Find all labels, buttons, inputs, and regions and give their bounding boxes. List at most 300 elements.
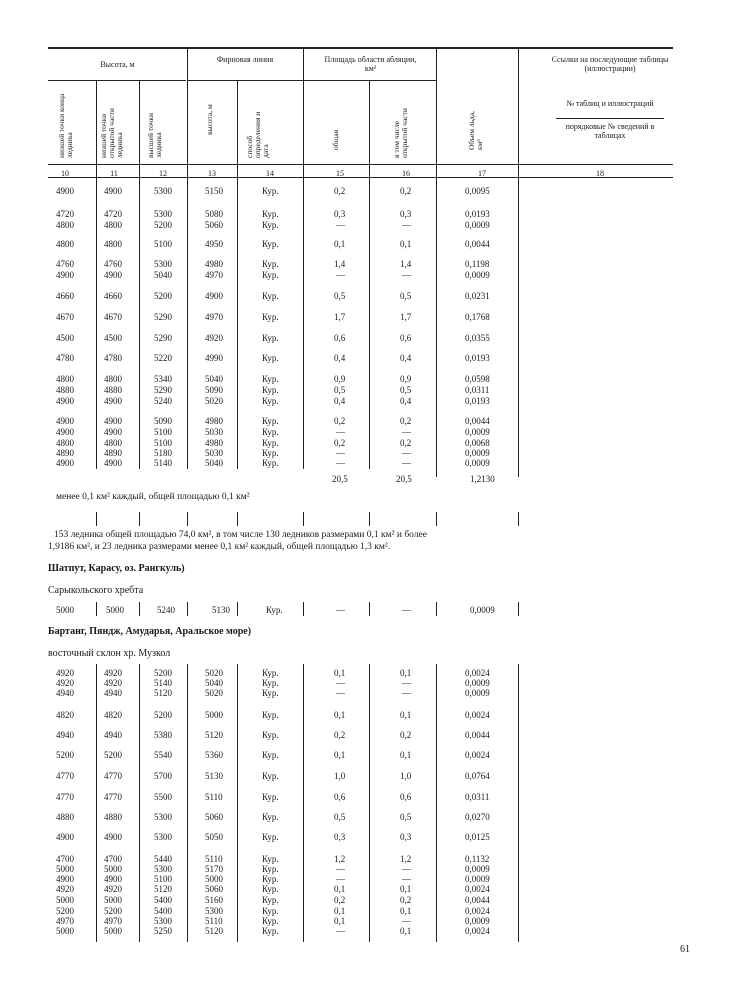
- table-cell: 0,0009: [465, 427, 490, 437]
- table-cell: 4880: [56, 812, 74, 822]
- table-cell: 0,1: [400, 750, 412, 760]
- table-cell: 0,0024: [465, 884, 490, 894]
- table-cell: 4970: [56, 916, 74, 926]
- table-cell: 0,0044: [465, 239, 490, 249]
- table-cell: Кур.: [262, 312, 279, 322]
- body-divider: [518, 177, 519, 477]
- table-cell: 5000: [104, 864, 122, 874]
- table-cell: Кур.: [262, 678, 279, 688]
- body-divider: [237, 664, 238, 942]
- header-col10: низшей точки конца ледника: [57, 93, 74, 158]
- table-cell: 4980: [205, 438, 223, 448]
- header-refs-order: порядковые № сведений в таблицах: [565, 122, 655, 140]
- table-cell: 0,0009: [465, 448, 490, 458]
- table-cell: 4770: [104, 792, 122, 802]
- table-cell: 0,1: [400, 926, 412, 936]
- tick: [96, 602, 97, 616]
- table-cell: 4900: [104, 832, 122, 842]
- table-cell: 5500: [154, 792, 172, 802]
- table-cell: 0,0009: [465, 864, 490, 874]
- table-cell: 0,0270: [465, 812, 490, 822]
- table-cell: —: [402, 220, 411, 230]
- table-cell: 5090: [205, 385, 223, 395]
- table-cell: 0,5: [400, 291, 412, 301]
- table-cell: 4970: [205, 270, 223, 280]
- table-cell: 1,4: [400, 259, 412, 269]
- table-cell: 0,0009: [465, 688, 490, 698]
- table-cell: 5140: [154, 678, 172, 688]
- body-divider: [96, 664, 97, 942]
- table-cell: 5220: [154, 353, 172, 363]
- table-cell: 4920: [104, 668, 122, 678]
- table-cell: 4900: [56, 416, 74, 426]
- table-cell: 0,2: [334, 186, 346, 196]
- table-cell: 5400: [154, 895, 172, 905]
- table-cell: —: [402, 458, 411, 468]
- body-divider: [303, 177, 304, 469]
- table-cell: 5130: [212, 605, 230, 615]
- table-cell: Кур.: [266, 605, 283, 615]
- table-cell: 0,5: [334, 291, 346, 301]
- header-col13: высота, м: [205, 104, 214, 135]
- table-cell: 0,0764: [465, 771, 490, 781]
- table-cell: Кур.: [262, 374, 279, 384]
- tick: [436, 512, 437, 526]
- table-cell: Кур.: [262, 710, 279, 720]
- table-top-rule: [48, 47, 673, 49]
- colnum-bottom-rule: [48, 177, 673, 178]
- table-cell: Кур.: [262, 239, 279, 249]
- table-cell: 5030: [205, 427, 223, 437]
- body-divider: [518, 664, 519, 942]
- table-cell: Кур.: [262, 259, 279, 269]
- table-cell: 0,2: [334, 895, 346, 905]
- table-cell: 4900: [104, 416, 122, 426]
- table-cell: 4900: [104, 396, 122, 406]
- table-cell: Кур.: [262, 906, 279, 916]
- table-cell: 4770: [56, 771, 74, 781]
- table-cell: —: [402, 874, 411, 884]
- table-cell: 5700: [154, 771, 172, 781]
- table-cell: Кур.: [262, 730, 279, 740]
- table-cell: 5200: [56, 750, 74, 760]
- table-cell: 0,0311: [465, 385, 490, 395]
- table-cell: Кур.: [262, 416, 279, 426]
- table-cell: Кур.: [262, 812, 279, 822]
- table-cell: 0,0193: [465, 209, 490, 219]
- section-heading-2: Бартанг, Пяндж, Амударья, Аральское море): [48, 626, 252, 637]
- table-cell: 0,0044: [465, 895, 490, 905]
- table-cell: 5000: [56, 895, 74, 905]
- colnum-13: 13: [208, 169, 216, 178]
- table-cell: 0,0009: [465, 874, 490, 884]
- table-cell: 4920: [56, 668, 74, 678]
- table-cell: 4700: [104, 854, 122, 864]
- table-cell: 5000: [56, 864, 74, 874]
- table-cell: —: [402, 270, 411, 280]
- table-cell: 5440: [154, 854, 172, 864]
- table-cell: 0,1: [334, 668, 346, 678]
- colnum-16: 16: [402, 169, 410, 178]
- body-divider: [187, 177, 188, 469]
- summary-line-1: 153 ледника общей площадью 74,0 км², в том числе 130 ледников размерами 0,1 км² и более: [54, 530, 427, 540]
- table-cell: 4900: [56, 874, 74, 884]
- table-cell: 5130: [205, 771, 223, 781]
- table-cell: 0,0231: [465, 291, 490, 301]
- table-cell: 4900: [56, 270, 74, 280]
- table-cell: 4900: [205, 291, 223, 301]
- table-cell: 4900: [56, 832, 74, 842]
- table-cell: 5200: [104, 750, 122, 760]
- table-cell: 0,0009: [465, 678, 490, 688]
- table-cell: 0,6: [400, 333, 412, 343]
- table-cell: 4800: [104, 438, 122, 448]
- table-cell: —: [402, 427, 411, 437]
- table-cell: Кур.: [262, 750, 279, 760]
- table-cell: Кур.: [262, 832, 279, 842]
- table-cell: 0,0193: [465, 353, 490, 363]
- tick: [303, 602, 304, 616]
- table-cell: 0,6: [400, 792, 412, 802]
- table-cell: 0,0009: [465, 916, 490, 926]
- table-cell: 4920: [104, 884, 122, 894]
- table-cell: 0,4: [334, 396, 346, 406]
- tick: [187, 512, 188, 526]
- table-cell: 4940: [56, 688, 74, 698]
- table-cell: 5290: [154, 333, 172, 343]
- header-divider: [187, 47, 188, 177]
- table-cell: 1,0: [400, 771, 412, 781]
- tick: [139, 602, 140, 616]
- table-cell: 4970: [205, 312, 223, 322]
- colnum-17: 17: [478, 169, 486, 178]
- table-cell: 5200: [154, 668, 172, 678]
- table-cell: 4990: [205, 353, 223, 363]
- table-cell: 0,2: [334, 730, 346, 740]
- table-cell: 5100: [154, 438, 172, 448]
- tick: [436, 602, 437, 616]
- table-cell: 5020: [205, 688, 223, 698]
- table-cell: 5360: [205, 750, 223, 760]
- table-cell: 0,0125: [465, 832, 490, 842]
- table-cell: 5120: [205, 926, 223, 936]
- header-subrule-area: [304, 80, 436, 81]
- table-cell: 5100: [154, 874, 172, 884]
- colnum-15: 15: [336, 169, 344, 178]
- table-cell: 0,0193: [465, 396, 490, 406]
- table-cell: 5060: [205, 220, 223, 230]
- table-cell: 4940: [104, 730, 122, 740]
- table-cell: —: [336, 864, 345, 874]
- table-cell: 5400: [154, 906, 172, 916]
- table-cell: Кур.: [262, 458, 279, 468]
- body-divider: [369, 177, 370, 469]
- table-cell: 0,2: [400, 895, 412, 905]
- header-col12: высшей точки ледника: [146, 112, 163, 158]
- colnum-14: 14: [266, 169, 274, 178]
- table-cell: 5020: [205, 668, 223, 678]
- table-cell: 5000: [56, 926, 74, 936]
- table-cell: 4780: [56, 353, 74, 363]
- table-cell: —: [336, 427, 345, 437]
- table-cell: 4720: [56, 209, 74, 219]
- table-cell: Кур.: [262, 688, 279, 698]
- table-cell: 4900: [56, 427, 74, 437]
- note-less-than: менее 0,1 км² каждый, общей площадью 0,1 км²: [56, 492, 250, 502]
- table-cell: 0,0044: [465, 730, 490, 740]
- table-cell: 0,3: [400, 209, 412, 219]
- table-cell: 4900: [104, 458, 122, 468]
- table-cell: 4880: [104, 385, 122, 395]
- table-cell: 0,0024: [465, 926, 490, 936]
- table-cell: 4800: [56, 239, 74, 249]
- table-cell: 5040: [205, 458, 223, 468]
- table-cell: 0,1: [334, 906, 346, 916]
- table-cell: 0,0024: [465, 668, 490, 678]
- table-cell: 1,7: [334, 312, 346, 322]
- table-cell: 4920: [56, 884, 74, 894]
- table-cell: —: [402, 678, 411, 688]
- table-cell: 0,1: [334, 710, 346, 720]
- header-subrule-height: [48, 80, 186, 81]
- table-cell: 4900: [104, 270, 122, 280]
- table-cell: Кур.: [262, 291, 279, 301]
- table-cell: 0,0355: [465, 333, 490, 343]
- table-cell: Кур.: [262, 771, 279, 781]
- header-col11: низшей точки открытой части ледника: [99, 108, 124, 158]
- table-cell: Кур.: [262, 353, 279, 363]
- table-cell: 0,0009: [470, 605, 495, 615]
- table-cell: 1,2: [334, 854, 346, 864]
- subsection-heading-1: Сарыкольского хребта: [48, 585, 144, 596]
- table-cell: 5110: [205, 854, 223, 864]
- header-divider: [303, 47, 304, 177]
- header-bottom-rule: [48, 164, 673, 165]
- table-cell: 5200: [154, 291, 172, 301]
- table-cell: 5540: [154, 750, 172, 760]
- table-cell: 4820: [104, 710, 122, 720]
- table-cell: —: [336, 874, 345, 884]
- tick: [369, 602, 370, 616]
- table-cell: —: [336, 220, 345, 230]
- table-cell: —: [336, 448, 345, 458]
- tick: [518, 602, 519, 616]
- table-cell: —: [336, 458, 345, 468]
- table-cell: 4660: [56, 291, 74, 301]
- table-cell: 0,0044: [465, 416, 490, 426]
- table-cell: 4760: [56, 259, 74, 269]
- body-divider: [436, 664, 437, 942]
- table-cell: —: [336, 605, 345, 615]
- table-cell: Кур.: [262, 864, 279, 874]
- table-cell: 5000: [106, 605, 124, 615]
- total-area: 20,5: [332, 474, 348, 484]
- table-cell: 0,1: [400, 668, 412, 678]
- table-cell: 4780: [104, 353, 122, 363]
- section-heading-1: Шатпут, Карасу, оз. Рангкуль): [48, 563, 185, 574]
- table-cell: 4900: [104, 874, 122, 884]
- table-cell: 5150: [205, 186, 223, 196]
- table-cell: 4940: [56, 730, 74, 740]
- table-cell: 0,2: [400, 416, 412, 426]
- table-cell: 5110: [205, 792, 223, 802]
- header-divider: [518, 47, 519, 177]
- table-cell: 0,0009: [465, 220, 490, 230]
- header-refs-tables: № таблиц и иллюстраций: [566, 99, 654, 108]
- table-cell: 4900: [104, 427, 122, 437]
- table-cell: 0,4: [334, 353, 346, 363]
- total-volume: 1,2130: [470, 474, 495, 484]
- table-cell: 5200: [154, 710, 172, 720]
- table-cell: 5120: [154, 884, 172, 894]
- table-cell: 0,5: [400, 812, 412, 822]
- table-cell: 4700: [56, 854, 74, 864]
- table-cell: Кур.: [262, 220, 279, 230]
- tick: [139, 512, 140, 526]
- table-cell: 0,4: [400, 353, 412, 363]
- table-cell: 0,2: [334, 416, 346, 426]
- table-cell: 0,2: [400, 438, 412, 448]
- header-subrule-firn: [188, 80, 303, 81]
- table-cell: Кур.: [262, 854, 279, 864]
- table-cell: 0,0068: [465, 438, 490, 448]
- table-cell: Кур.: [262, 270, 279, 280]
- table-cell: 4880: [56, 385, 74, 395]
- header-group-refs: Ссылки на последующие таблицы (иллюстрации): [551, 55, 669, 73]
- table-cell: 5300: [154, 832, 172, 842]
- table-cell: 0,2: [334, 438, 346, 448]
- table-cell: Кур.: [262, 668, 279, 678]
- table-cell: 0,0598: [465, 374, 490, 384]
- table-cell: 4660: [104, 291, 122, 301]
- header-divider: [369, 80, 370, 177]
- table-cell: Кур.: [262, 448, 279, 458]
- table-cell: 5300: [205, 906, 223, 916]
- table-cell: 0,1132: [465, 854, 490, 864]
- table-cell: 0,1768: [465, 312, 490, 322]
- table-cell: 0,1: [334, 884, 346, 894]
- table-cell: 0,3: [334, 832, 346, 842]
- table-cell: 0,1: [334, 916, 346, 926]
- table-cell: 0,1: [400, 239, 412, 249]
- table-cell: 5250: [154, 926, 172, 936]
- table-cell: 4920: [104, 678, 122, 688]
- body-divider: [237, 177, 238, 469]
- table-cell: 4800: [104, 239, 122, 249]
- table-cell: 4800: [56, 374, 74, 384]
- body-divider: [139, 177, 140, 469]
- table-cell: 5240: [157, 605, 175, 615]
- table-cell: 0,1: [400, 906, 412, 916]
- colnum-11: 11: [110, 169, 118, 178]
- table-cell: 4900: [104, 186, 122, 196]
- table-cell: 0,0311: [465, 792, 490, 802]
- table-cell: 5090: [154, 416, 172, 426]
- table-cell: 0,0024: [465, 710, 490, 720]
- table-cell: Кур.: [262, 792, 279, 802]
- table-cell: 5300: [154, 864, 172, 874]
- table-cell: 4880: [104, 812, 122, 822]
- table-cell: 5240: [154, 396, 172, 406]
- table-cell: —: [336, 678, 345, 688]
- table-cell: 5000: [104, 926, 122, 936]
- table-cell: 0,2: [400, 186, 412, 196]
- table-cell: 4760: [104, 259, 122, 269]
- table-cell: 5040: [154, 270, 172, 280]
- table-cell: 4900: [56, 186, 74, 196]
- table-cell: 4820: [56, 710, 74, 720]
- table-cell: —: [402, 864, 411, 874]
- table-cell: 5300: [154, 812, 172, 822]
- tick: [187, 602, 188, 616]
- body-divider: [187, 664, 188, 942]
- header-divider: [436, 47, 437, 177]
- body-divider: [139, 664, 140, 942]
- table-cell: 5110: [205, 916, 223, 926]
- table-cell: 5340: [154, 374, 172, 384]
- table-cell: 5030: [205, 448, 223, 458]
- table-cell: 1,7: [400, 312, 412, 322]
- table-cell: 4800: [56, 438, 74, 448]
- table-cell: 4950: [205, 239, 223, 249]
- table-cell: 5100: [154, 427, 172, 437]
- subsection-heading-2: восточный склон хр. Музкол: [48, 648, 171, 659]
- colnum-12: 12: [159, 169, 167, 178]
- header-group-firn: Фирновая линия: [216, 55, 274, 64]
- header-group-area: Площадь области абляции, км²: [324, 55, 417, 73]
- table-cell: 4800: [56, 220, 74, 230]
- tick: [518, 512, 519, 526]
- table-cell: 0,2: [400, 730, 412, 740]
- table-cell: —: [402, 448, 411, 458]
- tick: [237, 602, 238, 616]
- table-cell: 4970: [104, 916, 122, 926]
- table-cell: 1,2: [400, 854, 412, 864]
- table-cell: 5180: [154, 448, 172, 458]
- header-divider: [237, 80, 238, 177]
- table-cell: 0,0095: [465, 186, 490, 196]
- table-cell: 1,0: [334, 771, 346, 781]
- table-cell: 5200: [56, 906, 74, 916]
- table-cell: 5140: [154, 458, 172, 468]
- table-cell: 4800: [104, 374, 122, 384]
- table-cell: Кур.: [262, 427, 279, 437]
- table-cell: 4800: [104, 220, 122, 230]
- table-cell: —: [336, 688, 345, 698]
- header-col17: Объем льда, км³: [467, 110, 484, 150]
- table-cell: —: [402, 916, 411, 926]
- table-cell: 5050: [205, 832, 223, 842]
- table-cell: 5060: [205, 884, 223, 894]
- table-cell: 0,0024: [465, 750, 490, 760]
- table-cell: 0,1198: [465, 259, 490, 269]
- table-cell: 5020: [205, 396, 223, 406]
- table-cell: 5160: [205, 895, 223, 905]
- table-cell: Кур.: [262, 895, 279, 905]
- table-cell: —: [402, 688, 411, 698]
- table-cell: 5200: [104, 906, 122, 916]
- table-cell: 5170: [205, 864, 223, 874]
- table-cell: 4890: [56, 448, 74, 458]
- tick: [237, 512, 238, 526]
- table-cell: 0,3: [400, 832, 412, 842]
- page-number: 61: [680, 944, 690, 955]
- table-cell: 5040: [205, 374, 223, 384]
- table-cell: 0,5: [400, 385, 412, 395]
- table-cell: —: [336, 270, 345, 280]
- table-cell: 5300: [154, 209, 172, 219]
- table-cell: 0,6: [334, 333, 346, 343]
